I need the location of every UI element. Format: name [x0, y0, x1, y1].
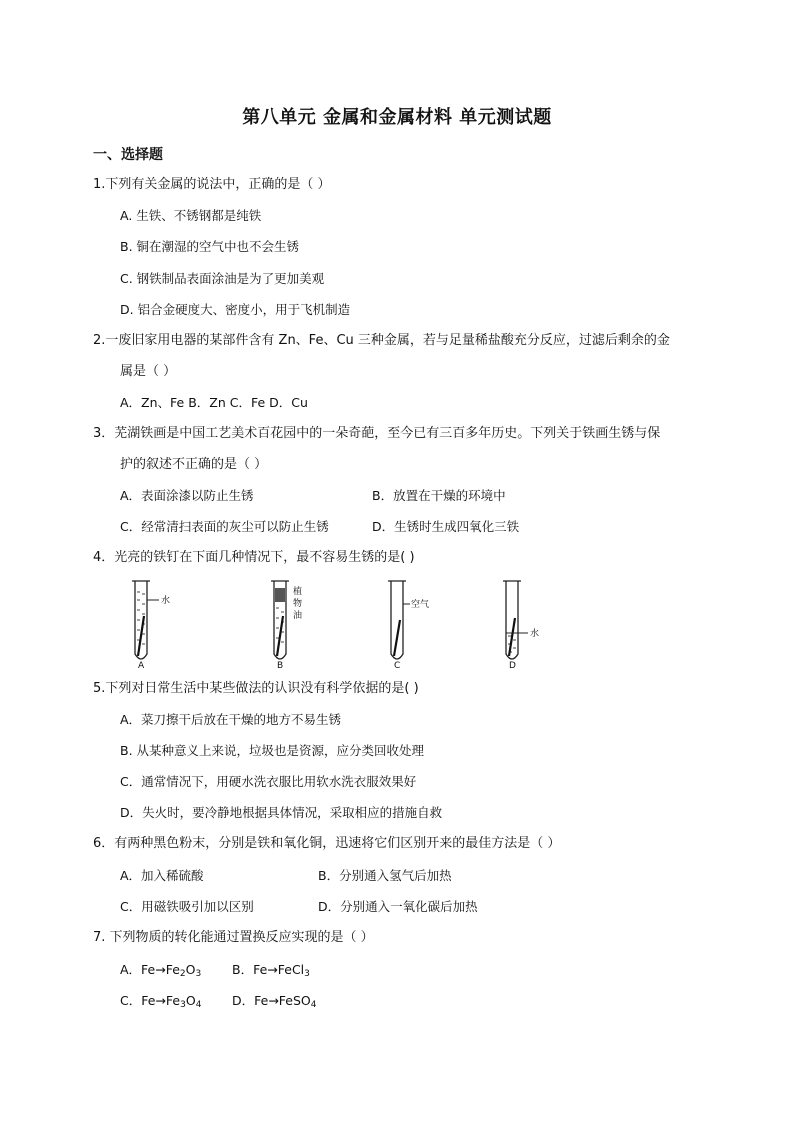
- question-7-option-a: A．$Fe\to Fe_2O_3$: [120, 962, 202, 979]
- question-5-stem: 5.下列对日常生活中某些做法的认识没有科学依据的是( ): [93, 681, 419, 696]
- question-1-stem: 1.下列有关金属的说法中，正确的是（ ）: [93, 177, 331, 192]
- tube-d-letter: D: [509, 661, 516, 671]
- question-3-option-a: A．表面涂漆以防止生锈: [120, 488, 254, 503]
- question-6-option-c: C．用磁铁吸引加以区别: [120, 899, 254, 914]
- test-tube-figure: [130, 578, 560, 672]
- tube-a-label: 水: [161, 596, 171, 606]
- question-2-stem: 2.一废旧家用电器的某部件含有 Zn、Fe、Cu 三种金属，若与足量稀盐酸充分反应，过滤后剩余的金: [93, 333, 670, 348]
- question-1-option-a: A. 生铁、不锈钢都是纯铁: [120, 208, 262, 223]
- question-3-option-d: D．生锈时生成四氧化三铁: [372, 519, 520, 534]
- tube-c-label: 空气: [411, 600, 430, 610]
- question-5-option-a: A．菜刀擦干后放在干燥的地方不易生锈: [120, 712, 342, 727]
- question-3-option-b: B．放置在干燥的环境中: [372, 488, 506, 503]
- tube-b-label-3: 油: [293, 611, 303, 621]
- question-7-stem: 7. 下列物质的转化能通过置换反应实现的是（ ）: [93, 930, 374, 945]
- question-6-option-d: D．分别通入一氧化碳后加热: [318, 899, 478, 914]
- tube-c-letter: C: [394, 661, 401, 671]
- test-tube-d: [503, 581, 539, 671]
- question-1-option-b: B. 铜在潮湿的空气中也不会生锈: [120, 239, 300, 254]
- question-7-option-c: C．$Fe\to Fe_3O_4$: [120, 993, 202, 1010]
- question-5-option-b: B. 从某种意义上来说，垃圾也是资源，应分类回收处理: [120, 743, 425, 758]
- section-heading: 一、选择题: [93, 147, 163, 163]
- tube-b-label-2: 物: [293, 599, 303, 609]
- tube-a-letter: A: [138, 661, 145, 671]
- tube-b-label-1: 植: [293, 587, 303, 597]
- tube-b-letter: B: [277, 661, 284, 671]
- question-5-option-d: D．失火时，要冷静地根据具体情况，采取相应的措施自救: [120, 805, 443, 820]
- question-6-option-b: B．分别通入氢气后加热: [318, 868, 452, 883]
- question-4-stem: 4．光亮的铁钉在下面几种情况下，最不容易生锈的是( ): [93, 550, 415, 565]
- question-1-option-d: D. 铝合金硬度大、密度小，用于飞机制造: [120, 302, 351, 317]
- test-tube-b: [271, 581, 302, 671]
- question-5-option-c: C．通常情况下，用硬水洗衣服比用软水洗衣服效果好: [120, 774, 417, 789]
- question-6-option-a: A．加入稀硫酸: [120, 868, 204, 883]
- question-7-option-b: B．Fe→FeCl$_3$: [232, 962, 310, 979]
- question-7-option-d: D．Fe→FeSO$_4$: [232, 993, 317, 1010]
- question-2-stem-continued: 属是（ ）: [120, 364, 177, 379]
- question-3-stem-continued: 护的叙述不正确的是（ ）: [120, 457, 268, 472]
- question-3-option-c: C．经常清扫表面的灰尘可以防止生锈: [120, 519, 329, 534]
- question-2-options: A．Zn、Fe B．Zn C．Fe D．Cu: [120, 395, 308, 410]
- question-1-option-c: C. 钢铁制品表面涂油是为了更加美观: [120, 271, 325, 286]
- tube-d-label: 水: [530, 629, 540, 639]
- question-3-stem: 3．芜湖铁画是中国工艺美术百花园中的一朵奇葩，至今已有三百多年历史。下列关于铁画生锈与保: [93, 426, 661, 441]
- test-tube-c: [388, 581, 429, 671]
- test-tube-a: [132, 581, 170, 671]
- page-title: 第八单元 金属和金属材料 单元测试题: [242, 107, 552, 128]
- question-6-stem: 6．有两种黑色粉末，分别是铁和氧化铜，迅速将它们区别开来的最佳方法是（ ）: [93, 836, 561, 851]
